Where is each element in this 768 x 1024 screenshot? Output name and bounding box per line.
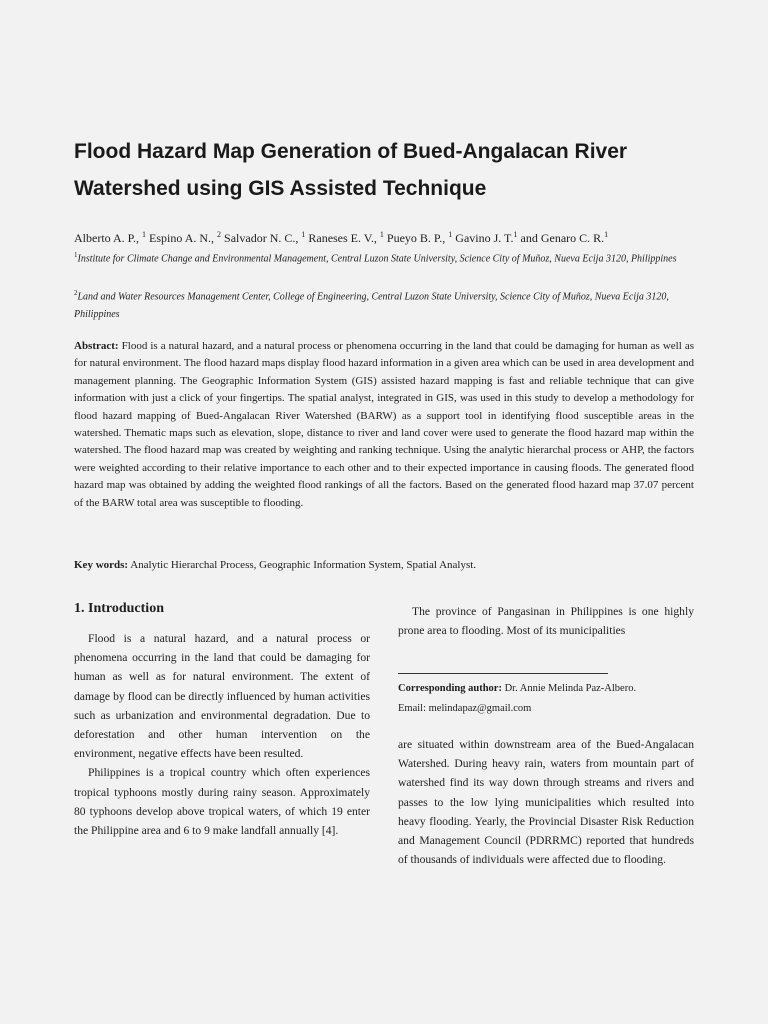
affiliation-mark: 2 bbox=[74, 289, 78, 297]
affiliation-2 bbox=[74, 284, 694, 324]
author: Raneses E. V. bbox=[308, 231, 374, 245]
author: Gavino J. T. bbox=[455, 231, 514, 245]
body-paragraph: The province of Pangasinan in Philippines is one highly prone area to flooding. Most of its municipalities bbox=[398, 605, 694, 638]
keywords bbox=[74, 557, 694, 574]
author-affil-mark: 1 bbox=[379, 230, 384, 239]
footnote bbox=[398, 679, 698, 719]
right-column-bottom bbox=[398, 735, 694, 869]
keywords-text: Analytic Hierarchal Process, Geographic Information System, Spatial Analyst. bbox=[130, 559, 477, 571]
affiliation-1 bbox=[74, 246, 694, 268]
author-affil-mark: 1 bbox=[604, 230, 609, 239]
body-paragraph: Philippines is a tropical country which often experiences tropical typhoons mostly during rainy season. Approximately 80 typhoons develop above tropical waters, of which 19 enter the Philippine area and 6 to 9 make landfall annually [4]. bbox=[74, 766, 370, 838]
abstract bbox=[74, 338, 694, 512]
body-paragraph: are situated within downstream area of the Bued-Angalacan Watershed. During heavy rain, waters from mountain part of watershed find its way down through streams and rivers and passes to the low lying municipalities which resulted into heavy flooding. Yearly, the Provincial Disaster Risk Reduction and Management Council (PDRRMC) reported that hundreds of thousands of individuals were affected due to flooding. bbox=[398, 738, 694, 867]
paper-title: Flood Hazard Map Generation of Bued-Angalacan River Watershed using GIS Assisted Technique bbox=[74, 140, 628, 200]
abstract-text: Flood is a natural hazard, and a natural process or phenomena occurring in the land that could be damaging for human as well as for natural environment. The flood hazard maps display flood hazard information in a given area which can be used in area development and management planning. The Geographic Information System (GIS) assisted hazard mapping is fast and reliable technique that can give information with just a click of your fingertips. The spatial analyst, integrated in GIS, was used in this study to develop a methodology for flood hazard mapping of Bued-Angalacan River Watershed (BARW) as a support tool in identifying flood susceptible areas in the watershed. Thematic maps such as elevation, slope, distance to river and land cover were used to generate the flood hazard map within the watershed. The flood hazard map was created by weighting and ranking technique. Using the analytic hierarchal process or AHP, the factors were weighted according to their relative importance to each other and to their expected importance in causing floods. The generated flood hazard map was obtained by adding the weighted flood rankings of all the factors. Based on the generated flood hazard map 37.07 percent of the BARW total area was susceptible to flooding. bbox=[74, 340, 694, 509]
section-heading: 1. Introduction bbox=[74, 601, 164, 616]
footnote-rule bbox=[398, 673, 608, 674]
body-paragraph: Flood is a natural hazard, and a natural process or phenomena occurring in the land that could be damaging for human as well as for natural environment. The extent of damage by flood can be directly influenced by human activities such as urbanization and environmental degradation. Due to deforestation and other human intervention on the environment, negative effects have been resulted. bbox=[74, 632, 370, 761]
keywords-label: Key words: bbox=[74, 559, 129, 571]
affiliation-text: Land and Water Resources Management Center, College of Engineering, Central Luzon State University, Science City of Muñoz, Nueva Ecija 3120, Philippines bbox=[74, 291, 669, 321]
abstract-label: Abstract: bbox=[74, 340, 119, 352]
author: Genaro C. R. bbox=[540, 231, 605, 245]
author: Alberto A. P. bbox=[74, 231, 137, 245]
footnote-email: Email: melindapaz@gmail.com bbox=[398, 703, 532, 714]
footnote-label: Corresponding author: bbox=[398, 683, 502, 694]
affiliation-text: Institute for Climate Change and Environmental Management, Central Luzon State University, Science City of Muñoz, Nueva Ecija 3120, Philippines bbox=[77, 253, 677, 265]
author: Pueyo B. P. bbox=[386, 231, 443, 245]
affiliation-mark: 1 bbox=[74, 251, 78, 259]
author-list: Alberto A. P., $^1$ Espino A. N., $^2$ Salvador N. C., $^1$ Raneses E. V., $^1$ Pueyo B. P., $^1$ Gavino J. T.$^1$ and Genaro C. R.$^1$ bbox=[74, 230, 609, 245]
author: Espino A. N. bbox=[149, 231, 212, 245]
right-column-top bbox=[398, 602, 694, 640]
author-affil-mark: 1 bbox=[448, 230, 453, 239]
author: Salvador N. C. bbox=[224, 231, 296, 245]
left-column bbox=[74, 629, 370, 840]
footnote-author: Dr. Annie Melinda Paz-Albero. bbox=[504, 683, 637, 694]
author-affil-mark: 1 bbox=[513, 230, 518, 239]
author-affil-mark: 1 bbox=[142, 230, 147, 239]
author-affil-mark: 2 bbox=[217, 230, 222, 239]
author-affil-mark: 1 bbox=[301, 230, 306, 239]
